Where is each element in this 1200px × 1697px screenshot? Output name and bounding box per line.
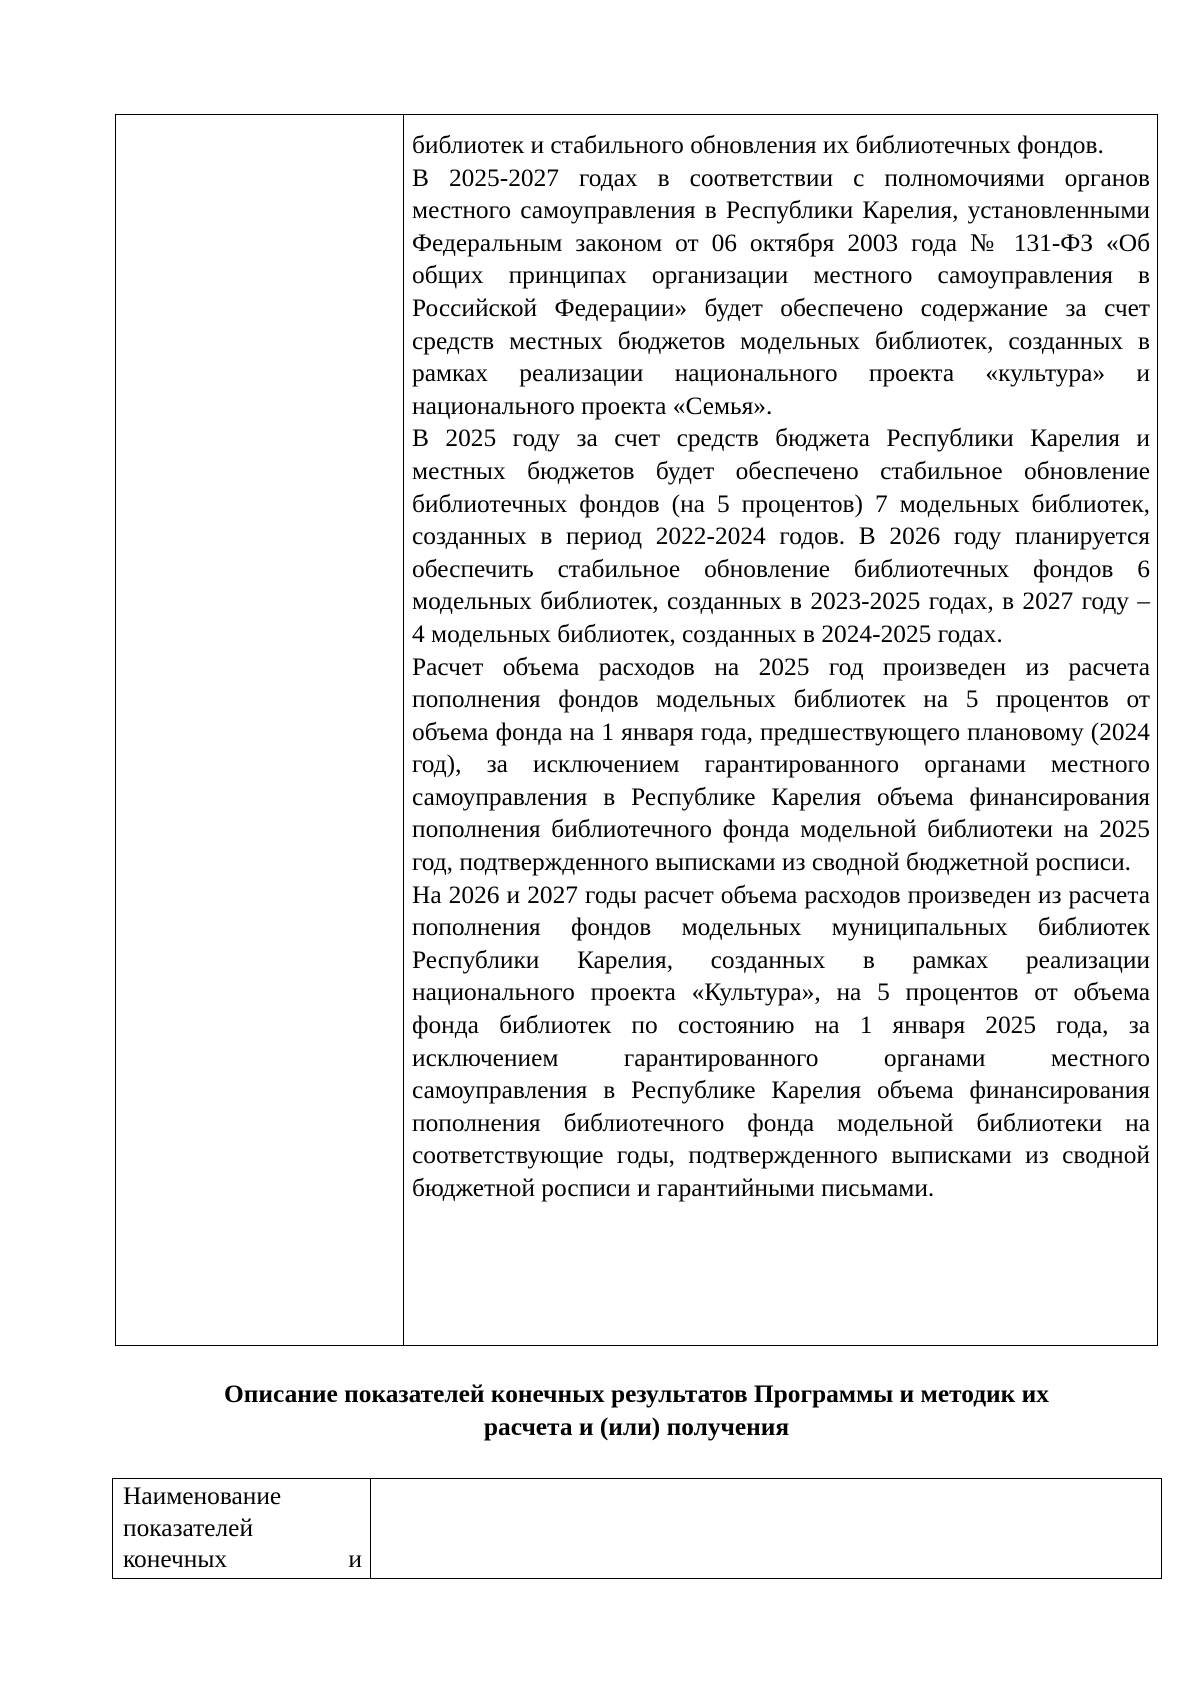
indicator-label	[113, 1479, 370, 1576]
program-description-table	[115, 114, 1158, 1346]
label-line: показателей	[123, 1513, 254, 1542]
paragraph: На 2026 и 2027 годы расчет объема расходов произведен из расчета пополнения фондов модельных муниципальных библиотек Республики Карелия, созданных в рамках реализации национального проекта «Культура», на 5 процентов от объема фонда библиотек по состоянию на 1 января 2025 года, за исключением гарантированного органами местного самоуправления в Республике Карелия объема финансирования пополнения библиотечного фонда модельной библиотеки на соответствующие годы, подтвержденного выписками из сводной бюджетной росписи и гарантийными письмами.	[412, 880, 1150, 1202]
paragraph: В 2025-2027 годах в соответствии с полномочиями органов местного самоуправления в Республики Карелия, установленными Федеральным законом от 06 октября 2003 года № 131-ФЗ «Об общих принципах организации местного самоуправления в Российской Федерации» будет обеспечено содержание за счет средств местных бюджетов модельных библиотек, созданных в рамках реализации национального проекта «культура» и национального проекта «Семья».	[412, 163, 1150, 420]
paragraph: библиотек и стабильного обновления их библиотечных фондов.	[412, 131, 1104, 159]
table-row	[113, 1479, 1162, 1579]
label-line: Наименование	[123, 1482, 282, 1510]
table-cell-value	[371, 1479, 1162, 1579]
label-word: конечных	[123, 1545, 228, 1573]
table-cell-label	[113, 1479, 371, 1579]
section-heading-line-2: расчета и (или) получения	[483, 1412, 790, 1441]
paragraph: Расчет объема расходов на 2025 год произведен из расчета пополнения фондов модельных библиотек на 5 процентов от объема фонда на 1 января года, предшествующего плановому (2024 год), за исключением гарантированного органами местного самоуправления в Республике Карелия объема финансирования пополнения библиотечного фонда модельной библиотеки на 2025 год, подтвержденного выписками из сводной бюджетной росписи.	[412, 652, 1150, 877]
section-heading	[115, 1378, 1158, 1443]
table-row	[116, 115, 1158, 1346]
table-cell-description	[404, 115, 1158, 1346]
description-text	[404, 115, 1157, 1205]
indicators-table	[112, 1478, 1162, 1579]
label-word: и	[348, 1545, 362, 1573]
section-heading-line-1: Описание показателей конечных результатов Программы и методик их	[224, 1380, 1049, 1408]
paragraph: В 2025 году за счет средств бюджета Республики Карелия и местных бюджетов будет обеспечено стабильное обновление библиотечных фондов (на 5 процентов) 7 модельных библиотек, созданных в период 2022-2024 годов. В 2026 году планируется обеспечить стабильное обновление библиотечных фондов 6 модельных библиотек, созданных в 2023-2025 годах, в 2027 году – 4 модельных библиотек, созданных в 2024-2025 годах.	[412, 424, 1150, 648]
table-cell-empty	[116, 115, 404, 1346]
label-line	[123, 1544, 362, 1576]
